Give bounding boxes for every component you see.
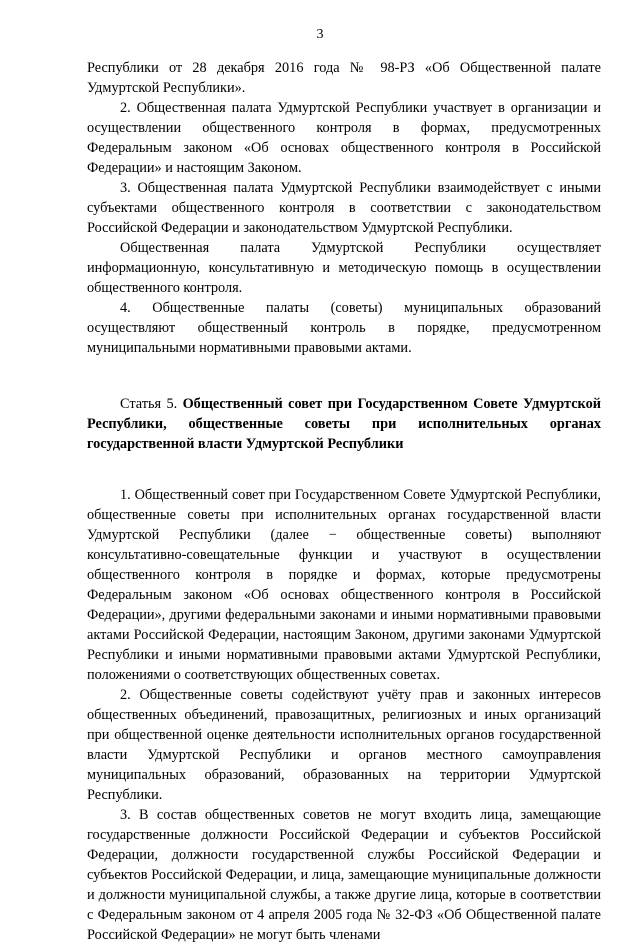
article-label: Статья 5. bbox=[120, 396, 178, 412]
article-paragraph-2: 2. Общественные советы содействуют учёту прав и законных интересов общественных объединений, правозащитных, религиозных и иных организаций при общественной оценке деятельности исполнительных органов государственной власти Удмуртской Республики и органов местного самоуправления муниципальных образований, образованных на территории Удмуртской Республики. bbox=[87, 687, 601, 803]
article-heading bbox=[87, 394, 601, 454]
article-title: Общественный совет при Государственном Совете Удмуртской Республики, общественные советы при исполнительных органах государственной власти Удмуртской Республики bbox=[87, 396, 601, 452]
paragraph-item-2: 2. Общественная палата Удмуртской Республики участвует в организации и осуществлении общественного контроля в формах, предусмотренных Федеральным законом «Об основах общественного контроля в Российской Федерации» и настоящим Законом. bbox=[87, 100, 601, 176]
spacer bbox=[87, 358, 601, 394]
document-body bbox=[87, 58, 601, 945]
paragraph-continuation: Республики от 28 декабря 2016 года № 98-РЗ «Об Общественной палате Удмуртской Республики». bbox=[87, 60, 601, 96]
spacer bbox=[87, 454, 601, 485]
paragraph-item-3: 3. Общественная палата Удмуртской Республики взаимодействует с иными субъектами общественного контроля в соответствии с законодательством Российской Федерации и законодательством Удмуртской Республики. bbox=[87, 180, 601, 236]
article-paragraph-3: 3. В состав общественных советов не могут входить лица, замещающие государственные должности Российской Федерации и субъектов Российской Федерации, должности государственной службы Российской Федерации и субъектов Российской Федерации, и лица, замещающие муниципальные должности и должности муниципальной службы, а также другие лица, которые в соответствии с Федеральным законом от 4 апреля 2005 года № 32-ФЗ «Об Общественной палате Российской Федерации» не могут быть членами bbox=[87, 807, 601, 943]
article-paragraph-1: 1. Общественный совет при Государственном Совете Удмуртской Республики, общественные советы при исполнительных органах государственной власти Удмуртской Республики (далее − общественные советы) выполняют консультативно-совещательные функции и участвуют в осуществлении общественного контроля в порядке и формах, которые предусмотрены Федеральным законом «Об основах общественного контроля в Российской Федерации», другими федеральными законами и иными нормативными правовыми актами Российской Федерации, настоящим Законом, другими законами Удмуртской Республики и иными нормативными правовыми актами Удмуртской Республики, положениями о соответствующих общественных советах. bbox=[87, 487, 601, 683]
paragraph-item-4: 4. Общественные палаты (советы) муниципальных образований осуществляют общественный контроль в порядке, предусмотренном муниципальными нормативными правовыми актами. bbox=[87, 300, 601, 356]
paragraph-item-3-continued: Общественная палата Удмуртской Республики осуществляет информационную, консультативную и методическую помощь в осуществлении общественного контроля. bbox=[87, 240, 601, 296]
page-number: 3 bbox=[316, 27, 324, 42]
